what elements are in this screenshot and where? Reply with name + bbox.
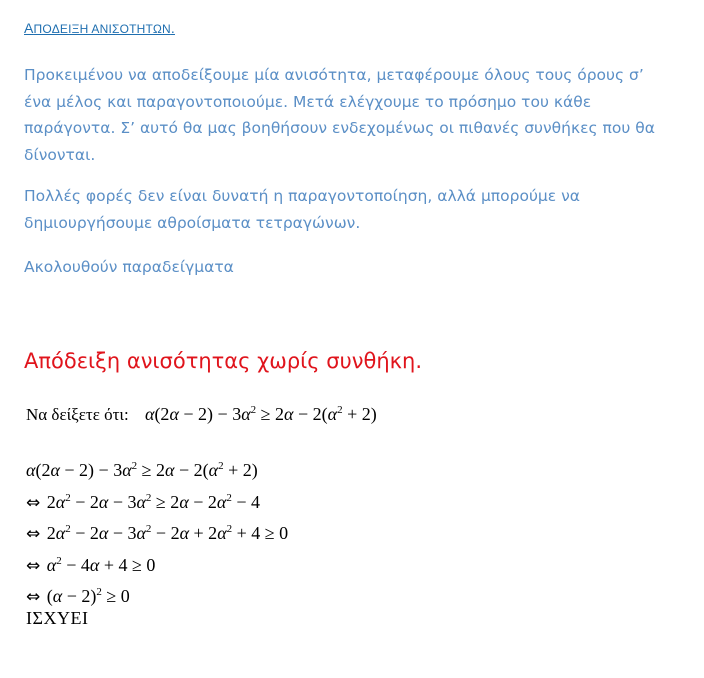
intro-paragraph: Προκειμένου να αποδείξουμε μία ανισότητα, μεταφέρουμε όλους τους όρους σ’ ένα μέλος και παραγοντοποιούμε. Μετά ελέγχουμε το πρόσημο του κάθε παράγοντα. Σ’ αυτό θα μας βοηθήσουν ενδεχομένως οι πιθανές συνθήκες που θα δίνονται.	[24, 66, 655, 164]
conclusion-text: ΙΣΧΥΕΙ	[26, 608, 89, 628]
equivalence-icon: ⇔	[26, 555, 41, 576]
task-statement	[26, 404, 377, 425]
examples-paragraph: Ακολουθούν παραδείγματα	[24, 258, 234, 276]
proof-step: ⇔ $2\alpha^2 - 2\alpha - 3\alpha^2 \ge 2\alpha - 2\alpha^2 - 4$	[26, 491, 261, 513]
heading-rest: ΠΟΔΕΙΞΗ ΑΝΙΣΟΤΗΤΩΝ	[33, 22, 171, 36]
proof-step: ⇔ $\alpha^2 - 4\alpha + 4 \ge 0$	[26, 554, 156, 576]
equivalence-icon: ⇔	[26, 587, 41, 607]
heading-period: .	[170, 20, 175, 36]
task-label: Να δείξετε ότι:	[26, 405, 129, 424]
task-expression: $\alpha(2\alpha - 2) - 3\alpha^2 \ge 2\alpha - 2(\alpha^2 + 2)$	[144, 404, 377, 424]
equivalence-icon: ⇔	[26, 524, 41, 544]
equivalence-icon: ⇔	[26, 492, 41, 513]
section-title: Απόδειξη ανισότητας χωρίς συνθήκη.	[24, 349, 422, 373]
proof-step: ⇔ $2\alpha^2 - 2\alpha - 3\alpha^2 - 2\alpha + 2\alpha^2 + 4 \ge 0$	[26, 523, 289, 544]
heading-link[interactable]	[24, 20, 175, 36]
squares-paragraph: Πολλές φορές δεν είναι δυνατή η παραγοντοποίηση, αλλά μπορούμε να δημιουργήσουμε αθροίσματα τετραγώνων.	[24, 187, 580, 232]
proof-step: $\alpha(2\alpha - 2) - 3\alpha^2 \ge 2\alpha - 2(\alpha^2 + 2)$	[26, 460, 258, 480]
proof-steps	[26, 451, 288, 609]
proof-step: ⇔ $(\alpha - 2)^2 \ge 0$	[26, 586, 130, 607]
heading-first-letter: Α	[24, 20, 34, 36]
